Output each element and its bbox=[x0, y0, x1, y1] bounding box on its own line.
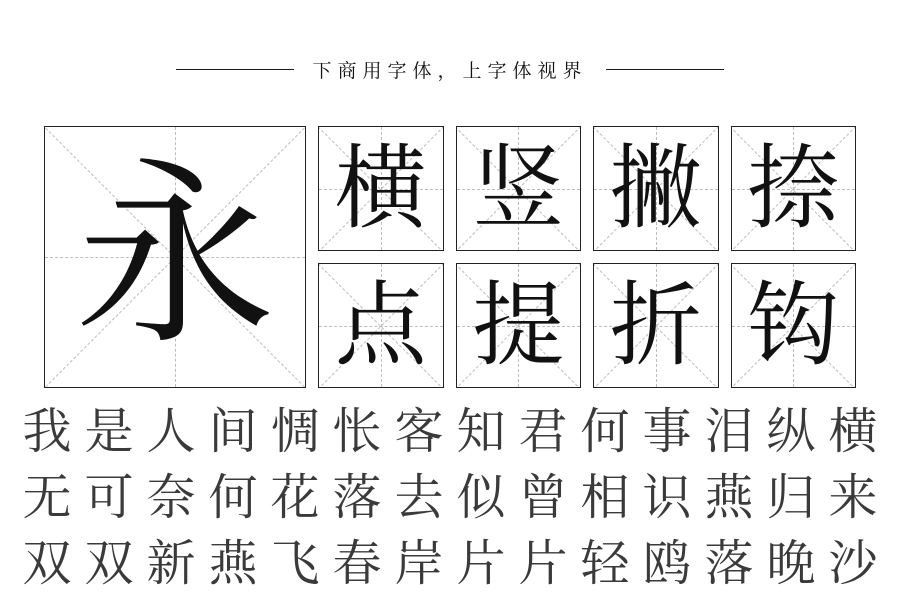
sample-char: 似 bbox=[456, 468, 506, 526]
sample-char: 是 bbox=[84, 402, 134, 460]
sample-char: 片 bbox=[518, 534, 568, 592]
stroke-glyph: 捺 bbox=[747, 134, 840, 242]
featured-glyph: 永 bbox=[74, 140, 275, 373]
stroke-cell-zhe bbox=[593, 263, 719, 388]
stroke-cell-pie bbox=[593, 126, 719, 251]
stroke-cell-heng bbox=[318, 126, 444, 251]
sample-char: 横 bbox=[828, 402, 878, 460]
sample-char: 轻 bbox=[580, 534, 630, 592]
sample-char: 鸥 bbox=[642, 534, 692, 592]
page-title: 下商用字体，上字体视界 bbox=[312, 59, 588, 82]
stroke-cell-dian bbox=[318, 263, 444, 388]
sample-char: 落 bbox=[704, 534, 754, 592]
stroke-cell-grid bbox=[318, 126, 856, 388]
sample-char: 我 bbox=[22, 402, 72, 460]
sample-char: 奈 bbox=[146, 468, 196, 526]
sample-char: 君 bbox=[518, 402, 568, 460]
sample-char: 落 bbox=[332, 468, 382, 526]
stroke-glyph: 竖 bbox=[472, 134, 565, 242]
sample-char: 间 bbox=[208, 402, 258, 460]
stroke-glyph: 撇 bbox=[609, 134, 702, 242]
stroke-cell-gou bbox=[731, 263, 857, 388]
sample-char: 双 bbox=[22, 534, 72, 592]
sample-row-left bbox=[16, 468, 450, 526]
sample-row bbox=[22, 398, 878, 464]
sample-char: 沙 bbox=[828, 534, 878, 592]
sample-char: 人 bbox=[146, 402, 196, 460]
sample-char: 新 bbox=[146, 534, 196, 592]
sample-char: 何 bbox=[208, 468, 258, 526]
sample-char: 纵 bbox=[766, 402, 816, 460]
sample-char: 相 bbox=[580, 468, 630, 526]
sample-char: 岸 bbox=[394, 534, 444, 592]
stroke-glyph: 钩 bbox=[747, 271, 840, 379]
header-rule-right bbox=[606, 69, 724, 70]
stroke-cell-shu bbox=[456, 126, 582, 251]
stroke-glyph: 折 bbox=[609, 271, 702, 379]
stroke-cell-ti bbox=[456, 263, 582, 388]
header bbox=[0, 0, 900, 80]
featured-glyph-cell-wrap bbox=[44, 126, 306, 388]
sample-char: 去 bbox=[394, 468, 444, 526]
glyph-grid bbox=[44, 126, 856, 388]
sample-char: 晚 bbox=[766, 534, 816, 592]
sample-char: 片 bbox=[456, 534, 506, 592]
sample-char: 飞 bbox=[270, 534, 320, 592]
sample-char: 花 bbox=[270, 468, 320, 526]
sample-char: 怅 bbox=[332, 402, 382, 460]
sample-row-right bbox=[450, 534, 884, 592]
sample-char: 惆 bbox=[270, 402, 320, 460]
featured-glyph-cell bbox=[44, 126, 306, 388]
sample-text-block bbox=[22, 398, 878, 596]
sample-char: 事 bbox=[642, 402, 692, 460]
stroke-cell-na bbox=[731, 126, 857, 251]
sample-char: 燕 bbox=[208, 534, 258, 592]
stroke-glyph: 提 bbox=[472, 271, 565, 379]
stroke-glyph: 横 bbox=[334, 134, 427, 242]
sample-char: 可 bbox=[84, 468, 134, 526]
stroke-glyph: 点 bbox=[334, 271, 427, 379]
sample-char: 客 bbox=[394, 402, 444, 460]
sample-char: 无 bbox=[22, 468, 72, 526]
sample-row-left bbox=[16, 402, 450, 460]
sample-char: 何 bbox=[580, 402, 630, 460]
header-rule-left bbox=[176, 69, 294, 70]
sample-char: 归 bbox=[766, 468, 816, 526]
sample-char: 燕 bbox=[704, 468, 754, 526]
sample-char: 泪 bbox=[704, 402, 754, 460]
sample-char: 双 bbox=[84, 534, 134, 592]
sample-char: 知 bbox=[456, 402, 506, 460]
sample-row-right bbox=[450, 402, 884, 460]
sample-row-left bbox=[16, 534, 450, 592]
sample-char: 春 bbox=[332, 534, 382, 592]
sample-char: 来 bbox=[828, 468, 878, 526]
sample-row-right bbox=[450, 468, 884, 526]
sample-row bbox=[22, 464, 878, 530]
sample-row bbox=[22, 530, 878, 596]
sample-char: 曾 bbox=[518, 468, 568, 526]
sample-char: 识 bbox=[642, 468, 692, 526]
